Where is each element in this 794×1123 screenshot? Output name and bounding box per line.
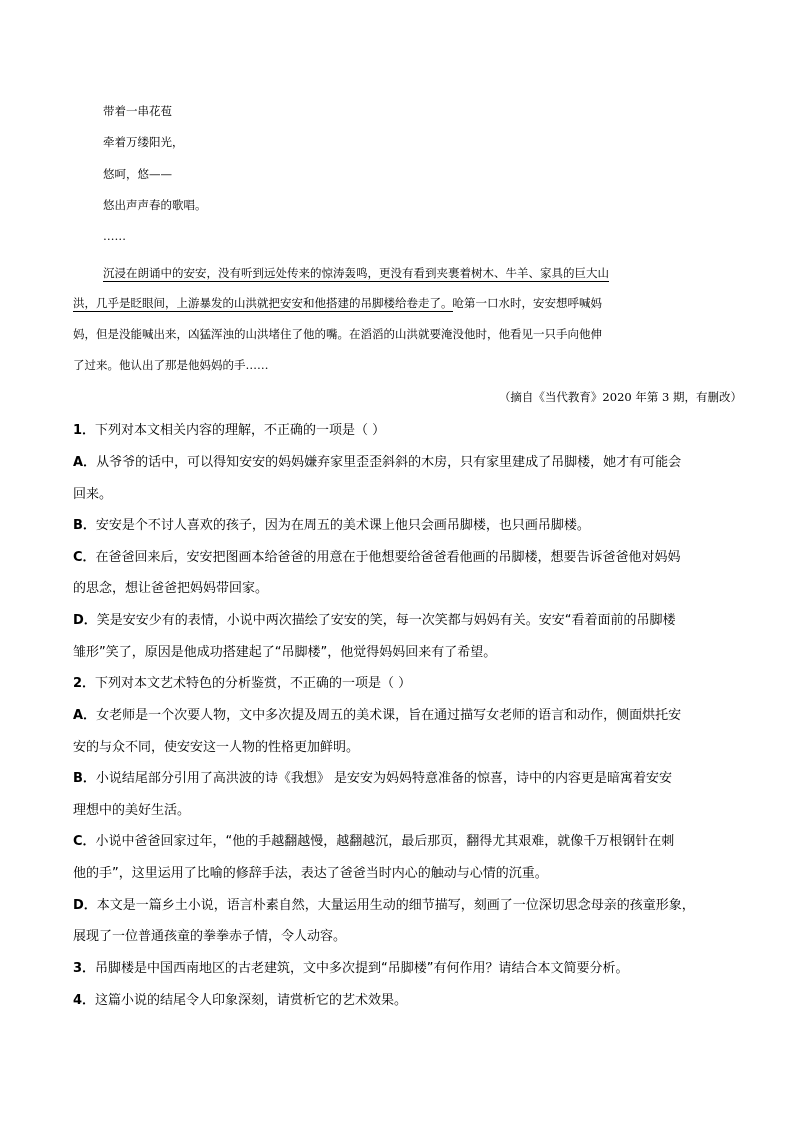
question-label: 3． — [73, 961, 96, 976]
poem-line: 悠出声声春的歌唱。 — [103, 198, 207, 212]
option-label: B． — [73, 771, 96, 786]
option-line — [73, 740, 733, 756]
option-label: A． — [73, 708, 97, 723]
option-line — [73, 645, 733, 661]
option-line — [73, 771, 733, 787]
option-text: 展现了一位普通孩童的拳拳赤子情，令人动容。 — [73, 929, 347, 944]
poem-line: …… — [103, 229, 126, 243]
question-line — [73, 993, 733, 1009]
option-text: 安安是个不讨人喜欢的孩子，因为在周五的美术课上他只会画吊脚楼，也只画吊脚楼。 — [95, 518, 590, 533]
question-label: 2． — [73, 676, 96, 691]
option-text: 女老师是一个次要人物，文中多次提及周五的美术课，旨在通过描写女老师的语言和动作，侧面烘托安 — [96, 708, 682, 723]
story-paragraph-line: 了过来。他认出了那是他妈妈的手…… — [73, 358, 269, 372]
question-label: 4． — [73, 993, 96, 1008]
option-line — [73, 613, 733, 629]
question-text: 下列对本文艺术特色的分析鉴赏，不正确的一项是（ ） — [95, 676, 412, 691]
poem-line: 带着一串花苞 — [103, 104, 172, 118]
question-line — [73, 676, 733, 692]
underlined-text: 洪，几乎是眨眼间，上游暴发的山洪就把安安和他搭建的吊脚楼给卷走了。 — [73, 296, 453, 310]
question-text: 吊脚楼是中国西南地区的古老建筑，文中多次提到“吊脚楼”有何作用？请结合本文简要分析。 — [95, 961, 629, 976]
option-text: 笑是安安少有的表情，小说中两次描绘了安安的笑，每一次笑都与妈妈有关。安安“看着面前的吊脚楼 — [96, 613, 676, 628]
option-line — [73, 834, 733, 850]
option-label: D． — [73, 613, 97, 628]
option-line — [73, 866, 733, 882]
story-paragraph-line — [73, 296, 723, 310]
option-line — [73, 581, 733, 597]
option-text: 他的手”，这里运用了比喻的修辞手法，表达了爸爸当时内心的触动与心情的沉重。 — [73, 866, 548, 881]
option-line — [73, 898, 733, 914]
option-label: D． — [73, 898, 97, 913]
option-text: 的思念，想让爸爸把妈妈带回家。 — [73, 581, 269, 596]
option-text: 在爸爸回来后，安安把图画本给爸爸的用意在于他想要给爸爸看他画的吊脚楼，想要告诉爸爸他对妈妈 — [95, 550, 681, 565]
option-line — [73, 550, 733, 566]
question-label: 1． — [73, 423, 96, 438]
option-text: 安的与众不同，使安安这一人物的性格更加鲜明。 — [73, 740, 360, 755]
option-text: 理想中的美好生活。 — [73, 803, 191, 818]
option-label: C． — [73, 834, 96, 849]
option-line — [73, 518, 733, 534]
option-text: 本文是一篇乡土小说，语言朴素自然，大量运用生动的细节描写，刻画了一位深切思念母亲的孩童形象， — [96, 898, 695, 913]
poem-line: 牵着万缕阳光， — [103, 135, 184, 149]
option-line — [73, 803, 733, 819]
option-label: B． — [73, 518, 96, 533]
question-line — [73, 961, 733, 977]
option-line — [73, 487, 733, 503]
option-text: 雏形”笑了，原因是他成功搭建起了“吊脚楼”，他觉得妈妈回来有了希望。 — [73, 645, 497, 660]
option-label: C． — [73, 550, 96, 565]
option-line — [73, 455, 733, 471]
option-text: 从爷爷的话中，可以得知安安的妈妈嫌弃家里歪歪斜斜的木房，只有家里建成了吊脚楼，她才有可能会 — [96, 455, 682, 470]
question-text: 这篇小说的结尾令人印象深刻，请赏析它的艺术效果。 — [95, 993, 408, 1008]
question-text: 下列对本文相关内容的理解，不正确的一项是（ ） — [95, 423, 386, 438]
option-label: A． — [73, 455, 97, 470]
source-citation: （摘自《当代教育》2020 年第 3 期，有删改） — [498, 390, 742, 404]
story-paragraph-line — [103, 266, 723, 280]
option-text: 小说结尾部分引用了高洪波的诗《我想》 是安安为妈妈特意准备的惊喜，诗中的内容更是暗寓着安安 — [95, 771, 673, 786]
option-line — [73, 708, 733, 724]
story-text: 呛第一口水时，安安想呼喊妈 — [452, 296, 602, 310]
story-paragraph-line: 妈，但是没能喊出来，凶猛浑浊的山洪堵住了他的嘴。在滔滔的山洪就要淹没他时，他看见一只手向他伸 — [73, 327, 602, 341]
option-text: 小说中爸爸回家过年，“他的手越翻越慢，越翻越沉，最后那页，翻得尤其艰难，就像千万根钢针在刺 — [95, 834, 675, 849]
poem-line: 悠呵，悠—— — [103, 167, 172, 181]
underlined-text: 沉浸在朗诵中的安安，没有听到远处传来的惊涛轰鸣，更没有看到夹裹着树木、牛羊、家具的巨大山 — [103, 266, 609, 280]
question-line — [73, 423, 733, 439]
option-text: 回来。 — [73, 487, 113, 502]
option-line — [73, 929, 733, 945]
